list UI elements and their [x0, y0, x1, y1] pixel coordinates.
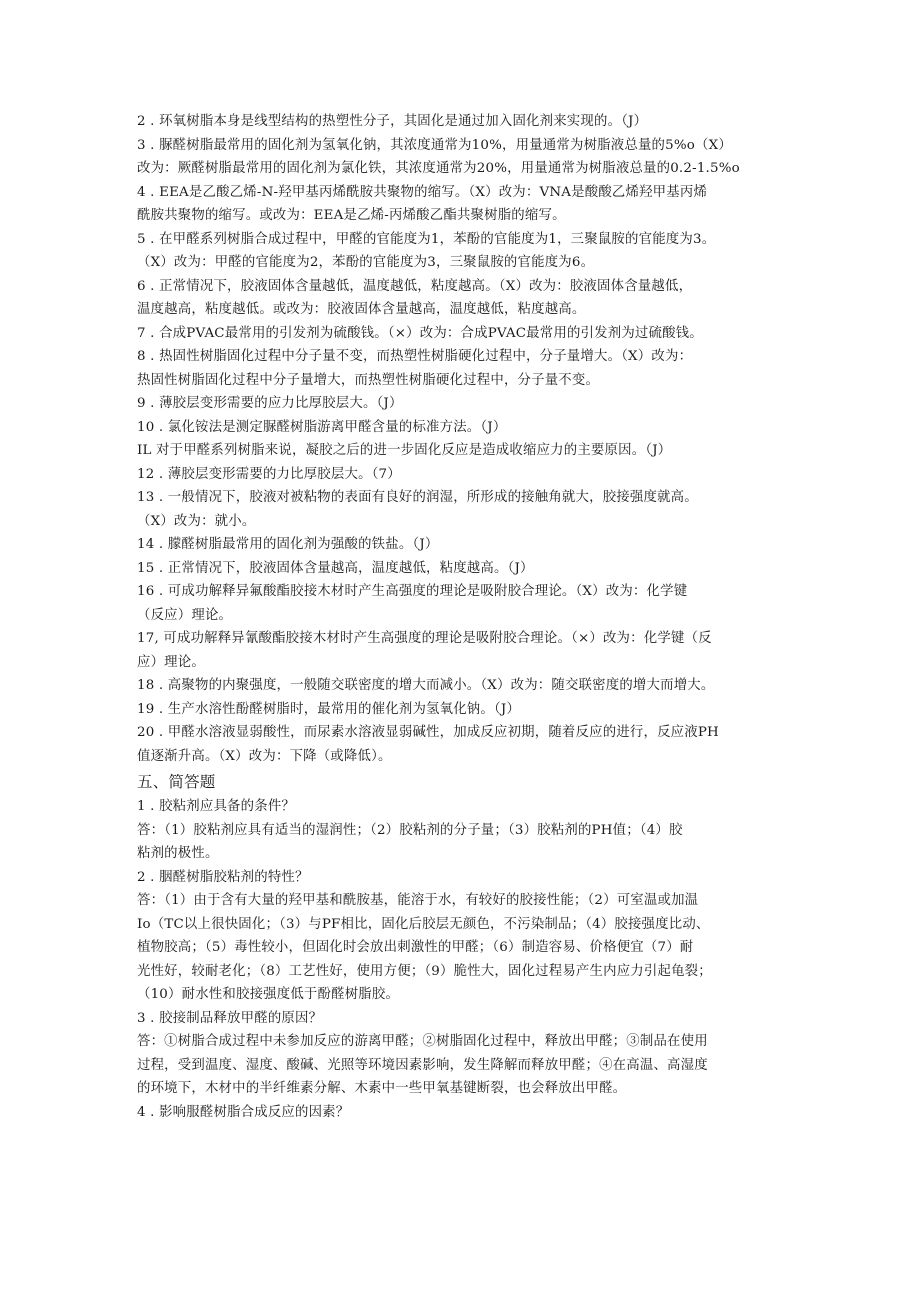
text-line: 14 . 朦醛树脂最常用的固化剂为强酸的铁盐。（J） — [137, 537, 439, 552]
text-line: 12 . 薄胶层变形需要的力比厚胶层大。（7） — [137, 466, 401, 482]
true-false-section — [137, 110, 787, 768]
answer-line: 答：（1）胶粘剂应具有适当的湿润性；（2）胶粘剂的分子量；（3）胶粘剂的PH值；（4）胶 — [137, 822, 683, 838]
answer-line: 的环境下，木材中的半纤维素分解、木素中一些甲氧基键断裂，也会释放出甲醛。 — [137, 1081, 627, 1096]
answer-line: 过程，受到温度、湿度、酸碱、光照等环境因素影响，发生降解而释放甲醛；④在高温、高湿度 — [137, 1057, 708, 1073]
text-line: （反应）理论。 — [137, 607, 233, 623]
text-line: 5 . 在甲醛系列树脂合成过程中，甲醛的官能度为1，苯酚的官能度为1，三聚鼠胺的官能度为3。 — [137, 231, 716, 247]
text-line: 温度越高，粘度越低。或改为：胶液固体含量越高，温度越低，粘度越高。 — [137, 302, 586, 317]
text-line: 20 . 甲醛水溶液显弱酸性，而尿素水溶液显弱碱性，加成反应初期，随着反应的进行，反应液PH — [137, 725, 719, 740]
question-line: 3 . 胶接制品释放甲醛的原因？ — [137, 1010, 323, 1026]
text-line: 7 . 合成PVAC最常用的引发剂为硫酸钱。（×）改为：合成PVAC最常用的引发剂为过硫酸钱。 — [137, 325, 703, 341]
short-answer-section — [137, 795, 787, 1124]
text-line: 15 . 正常情况下，胶液固体含量越高，温度越低，粘度越高。（J） — [137, 560, 534, 576]
text-line: 16 . 可成功解释异氟酸酯胶接木材时产生高强度的理论是吸附胶合理论。（X）改为：化学键 — [137, 584, 688, 599]
text-line: 19 . 生产水溶性酚醛树脂时，最常用的催化剂为氢氧化钠。（J） — [137, 701, 521, 717]
answer-line: 粘剂的极性。 — [137, 846, 219, 861]
text-line: 酰胺共聚物的缩写。或改为：EEA是乙烯-丙烯酸乙酯共聚树脂的缩写。 — [137, 208, 566, 223]
answer-line: 植物胶高；（5）毒性较小，但固化时会放出刺激性的甲醛；（6）制造容易、价格便宜（7）耐 — [137, 940, 694, 955]
answer-line: Io（TC以上很快固化；（3）与PF相比，固化后胶层无颜色，不污染制品；（4）胶接强度比动、 — [137, 916, 710, 932]
text-line: 10 . 氯化铵法是测定脲醛树脂游离甲醛含量的标准方法。（J） — [137, 419, 507, 435]
text-line: 热固性树脂固化过程中分子量增大，而热塑性树脂硬化过程中，分子量不变。 — [137, 372, 600, 388]
text-line: 改为：厥醛树脂最常用的固化剂为氯化铁，其浓度通常为20%，用量通常为树脂液总量的0.2-1.5%o — [137, 161, 740, 176]
text-line: 8 . 热固性树脂固化过程中分子量不变，而热塑性树脂硬化过程中，分子量增大。（X）改为： — [137, 349, 693, 364]
answer-line: 答：①树脂合成过程中未参加反应的游离甲醛；②树脂固化过程中，释放出甲醛；③制品在使用 — [137, 1034, 708, 1049]
text-line: 18 . 高聚物的内聚强度，一般随交联密度的增大而减小。（X）改为：随交联密度的增大而增大。 — [137, 678, 715, 693]
text-line: 17, 可成功解释异氰酸酯胶接木材时产生高强度的理论是吸附胶合理论。（×）改为：化学键（反 — [137, 631, 712, 646]
text-line: （X）改为：甲醛的官能度为2，苯酚的官能度为3，三聚鼠胺的官能度为6。 — [137, 255, 595, 270]
text-line: 应）理论。 — [137, 654, 205, 670]
section-heading: 五、简答题 — [137, 773, 216, 791]
text-line: 4 . EEA是乙酸乙烯-N-羟甲基丙烯酰胺共聚物的缩写。（X）改为：VNA是酸酸乙烯羟甲基丙烯 — [137, 184, 708, 200]
text-line: 2 . 环氧树脂本身是线型结构的热塑性分子，其固化是通过加入固化剂来实现的。（J） — [137, 114, 648, 129]
answer-line: 光性好，较耐老化；（8）工艺性好，使用方便；（9）脆性大，固化过程易产生内应力引起龟裂； — [137, 963, 712, 979]
question-line: 2 . 胭醛树脂胶粘剂的特性？ — [137, 869, 309, 885]
document-page — [137, 110, 787, 1124]
answer-line: 答：（1）由于含有大量的羟甲基和酰胺基，能溶于水，有较好的胶接性能；（2）可室温或加温 — [137, 893, 699, 908]
question-line: 4 . 影响服醛树脂合成反应的因素？ — [137, 1104, 350, 1120]
text-line: IL 对于甲醛系列树脂来说，凝胶之后的进一步固化反应是造成收缩应力的主要原因。（J） — [137, 443, 672, 458]
text-line: 值逐渐升高。（X）改为：下降（或降低）。 — [137, 748, 392, 764]
text-line: 13 . 一般情况下，胶液对被粘物的表面有良好的润湿，所形成的接触角就大，胶接强度就高。 — [137, 490, 698, 505]
answer-line: （10）耐水性和胶接强度低于酚醛树脂胶。 — [137, 987, 400, 1002]
text-line: 9 . 薄胶层变形需要的应力比厚胶层大。（J） — [137, 396, 403, 411]
text-line: （X）改为：就小。 — [137, 513, 256, 529]
text-line: 6 . 正常情况下，胶液固体含量越低，温度越低，粘度越高。（X）改为：胶液固体含量越低， — [137, 278, 693, 294]
question-line: 1 . 胶粘剂应具备的条件？ — [137, 799, 295, 814]
text-line: 3 . 脲醛树脂最常用的固化剂为氢氧化钠，其浓度通常为10%，用量通常为树脂液总量的5%o（X） — [137, 137, 732, 153]
